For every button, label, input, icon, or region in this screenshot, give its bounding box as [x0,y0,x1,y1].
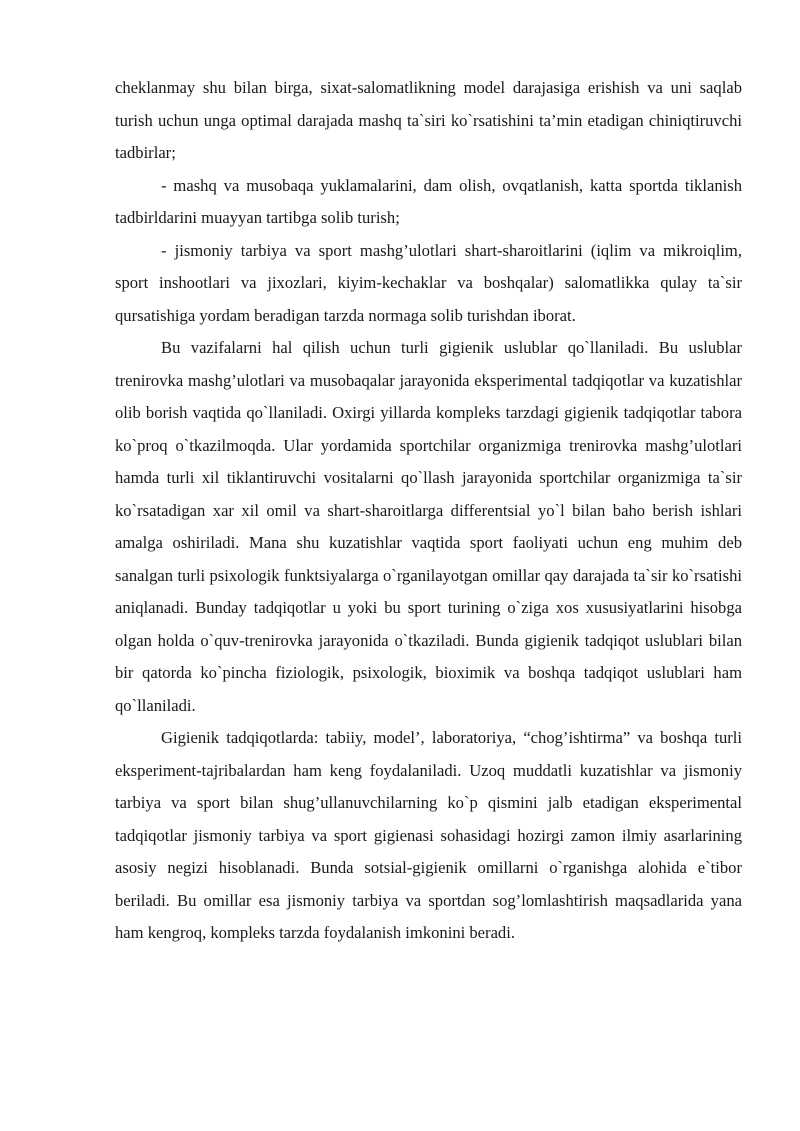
list-item-conditions: - jismoniy tarbiya va sport mashg’ulotlari shart-sharoitlarini (iqlim va mikroiqlim, sport inshootlari va jixozlari, kiyim-kechaklar va boshqalar) salomatlikka qulay ta`sir qursatishiga yordam beradigan tarzda normaga solib turishdan iborat. [115,240,742,325]
document-page [115,72,742,950]
paragraph-hygienic-methods: Bu vazifalarni hal qilish uchun turli gigienik uslublar qo`llaniladi. Bu uslublar trenirovka mashg’ulotlari va musobaqalar jarayonida eksperimental tadqiqotlar va kuzatishlar olib borish vaqtida qo`llaniladi. Oxirgi yillarda kompleks tarzdagi gigienik tadqiqotlar tabora ko`proq o`tkazilmoqda. Ular yordamida sportchilar organizmiga trenirovka mashg’ulotlari hamda turli xil tiklantiruvchi vositalarni qo`llash jarayonida sportchilar organizmiga ta`sir ko`rsatadigan xar xil omil va shart-sharoitlarga differentsial yo`l bilan baho berish ishlari amalga oshiriladi. Mana shu kuzatishlar vaqtida sport faoliyati uchun eng muhim deb sanalgan turli psixologik funktsiyalarga o`rganilayotgan omillar qay darajada ta`sir ko`rsatishi aniqlanadi. Bunday tadqiqotlar u yoki bu sport turining o`ziga xos xususiyatlarini hisobga olgan holda o`quv-trenirovka jarayonida o`tkaziladi. Bunda gigienik tadqiqot uslublari bilan bir qatorda ko`pincha fiziologik, psixologik, bioximik va boshqa tadqiqot uslublari ham qo`llaniladi. [115,338,742,715]
paragraph-hygienic-research: Gigienik tadqiqotlarda: tabiiy, model’, laboratoriya, “chog’ishtirma” va boshqa turli eksperiment-tajribalardan ham keng foydalaniladi. Uzoq muddatli kuzatishlar va jismoniy tarbiya va sport bilan shug’ullanuvchilarning ko`p qismini jalb etadigan eksperimental tadqiqotlar jismoniy tarbiya va sport gigienasi sohasidagi hozirgi zamon ilmiy asarlarining asosiy negizi hisoblanadi. Bunda sotsial-gigienik omillarni o`rganishga alohida e`tibor beriladi. Bu omillar esa jismoniy tarbiya va sportdan sog’lomlashtirish maqsadlarida yana ham kengroq, kompleks tarzda foydalanish imkonini beradi. [115,728,742,942]
list-item-regulation: - mashq va musobaqa yuklamalarini, dam olish, ovqatlanish, katta sportda tiklanish tadbirldarini muayyan tartibga solib turish; [115,175,742,227]
paragraph-continuation: cheklanmay shu bilan birga, sixat-salomatlikning model darajasiga erishish va uni saqlab turish uchun unga optimal darajada mashq ta`siri ko`rsatishini ta’min etadigan chiniqtiruvchi tadbirlar; [115,78,742,162]
